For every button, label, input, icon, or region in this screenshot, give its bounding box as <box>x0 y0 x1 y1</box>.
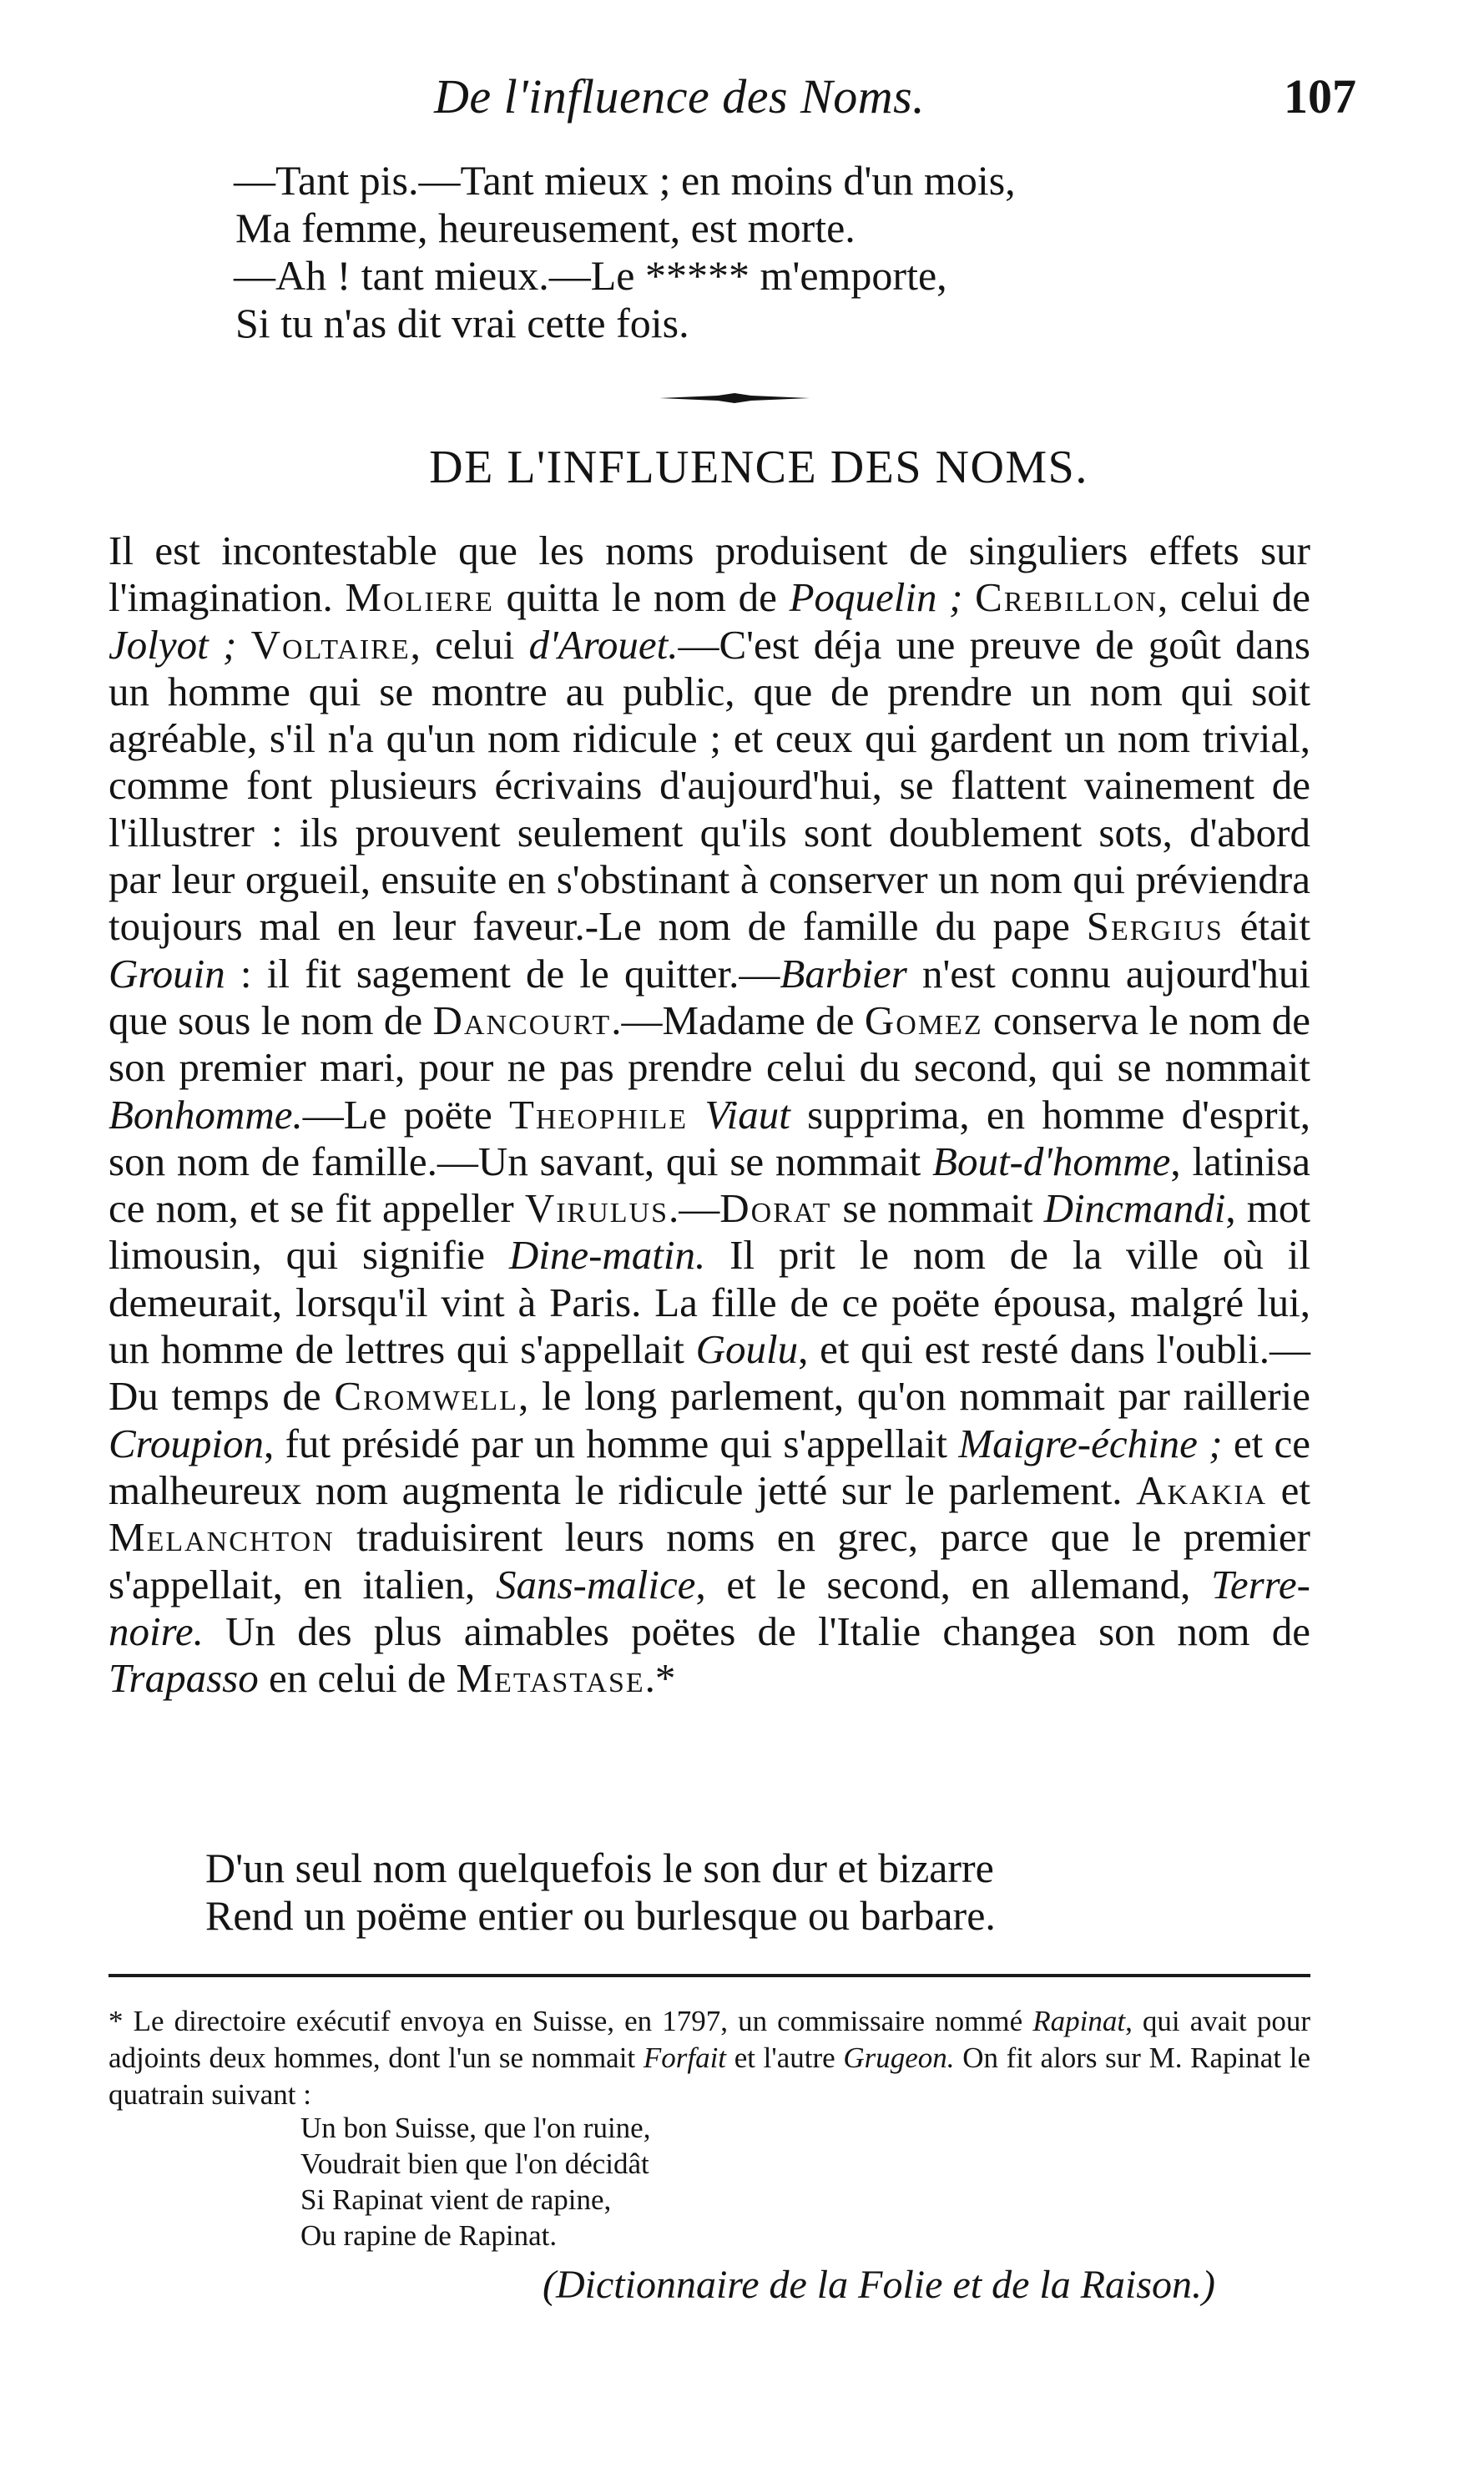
italic-name: Grouin <box>109 950 225 997</box>
italic-name: Terre-noire. <box>109 1561 1310 1654</box>
proper-name: Cromwell <box>334 1373 518 1420</box>
proper-name: Crebillon <box>975 574 1158 621</box>
proper-name: Dancourt <box>432 997 612 1043</box>
text-run <box>962 574 975 620</box>
italic-name: Poquelin ; <box>789 574 963 621</box>
text-run <box>236 622 250 668</box>
text-run: , mot limousin, qui signifie <box>109 1185 1310 1279</box>
divider-ornament <box>659 392 810 404</box>
text-run: et <box>1267 1466 1310 1513</box>
proper-name: Metastase <box>456 1655 645 1702</box>
source-citation: (Dictionnaire de la Folie et de la Raison.) <box>543 2263 1216 2307</box>
text-run: et ce malheureux nom augmenta le ridicule jetté sur le parlement. <box>109 1420 1310 1513</box>
text-run: Il est incontestable que les noms produisent de singuliers effets sur l'imagination. <box>109 527 1310 621</box>
proper-name: Dorat <box>719 1185 832 1232</box>
section-title: DE L'INFLUENCE DES NOMS. <box>429 442 1088 493</box>
text-run: , et le second, en allemand, <box>695 1561 1212 1607</box>
text-run: , qui avait pour adjoints deux hommes, dont l'un se nommait <box>109 2005 1310 2074</box>
quatrain-line: Un bon Suisse, que l'on ruine, <box>300 2112 651 2144</box>
italic-name: Forfait <box>643 2041 727 2074</box>
text-run: .— <box>669 1185 720 1232</box>
italic-name: d'Arouet. <box>528 621 679 668</box>
proper-name: Gomez <box>864 997 983 1043</box>
text-run: On fit alors sur M. Rapinat le quatrain suivant : <box>109 2041 1310 2111</box>
italic-name: Goulu <box>695 1326 799 1373</box>
text-run <box>688 1092 704 1138</box>
running-title: De l'influence des Noms. <box>434 69 926 124</box>
italic-name: Dine-matin. <box>508 1232 706 1279</box>
text-run: —Le poëte <box>302 1091 509 1138</box>
text-run: .—Madame de <box>611 997 865 1043</box>
text-run: Un des plus aimables poëtes de l'Italie changea son nom de <box>203 1607 1310 1654</box>
text-run: , et qui est resté dans l'oubli.—Du temps de <box>109 1326 1310 1420</box>
proper-name: Theophile <box>508 1091 689 1138</box>
italic-name: Croupion <box>109 1420 265 1466</box>
proper-name: Melanchton <box>109 1514 335 1561</box>
text-run: , celui de <box>1157 574 1310 621</box>
italic-name: Rapinat <box>1032 2005 1126 2037</box>
verse-mid <box>205 1845 996 1940</box>
page-number: 107 <box>1284 69 1356 124</box>
text-run: , celui <box>410 621 529 668</box>
text-run: , le long parlement, qu'on nommait par raillerie <box>517 1373 1310 1420</box>
proper-name: Virulus <box>524 1185 669 1232</box>
text-run: et l'autre <box>726 2041 844 2074</box>
italic-name: Trapasso <box>109 1655 259 1702</box>
text-run: , latinisa ce nom, et se fit appeller <box>109 1138 1310 1232</box>
italic-name: Sans-malice <box>495 1561 696 1607</box>
verse-line: Si tu n'as dit vrai cette fois. <box>235 300 689 346</box>
italic-name: Viaut <box>704 1091 790 1138</box>
proper-name: Akakia <box>1136 1466 1268 1513</box>
verse-line: D'un seul nom quelquefois le son dur et bizarre <box>205 1845 994 1891</box>
text-run: quitta le nom de <box>493 574 790 621</box>
text-run: traduisirent leurs noms en grec, parce que le premier s'appellait, en italien, <box>109 1514 1310 1607</box>
quatrain-line: Voudrait bien que l'on décidât <box>300 2147 649 2180</box>
verse-line: —Ah ! tant mieux.—Le ***** m'emporte, <box>234 252 947 299</box>
body-paragraph <box>109 527 1310 1702</box>
proper-name: Moliere <box>345 574 494 621</box>
text-run: se nommait <box>831 1185 1044 1232</box>
text-run: conserva le nom de son premier mari, pour ne pas prendre celui du second, qui se nommait <box>109 997 1310 1091</box>
verse-top <box>234 157 1016 347</box>
page-header <box>0 68 1484 127</box>
footnote-rule <box>109 1974 1310 1977</box>
italic-name: Jolyot ; <box>109 621 237 668</box>
footnote <box>109 2003 1310 2113</box>
text-run: * Le directoire exécutif envoya en Suisse, en 1797, un commissaire nommé <box>109 2005 1033 2037</box>
verse-line: Ma femme, heureusement, est morte. <box>235 204 856 251</box>
proper-name: Voltaire <box>250 621 411 668</box>
text-run: : il fit sagement de le quitter.— <box>225 950 780 997</box>
text-run: supprima, en homme d'esprit, son nom de famille.—Un savant, qui se nommait <box>109 1091 1311 1184</box>
footnote-quatrain <box>300 2110 650 2253</box>
text-run: , fut présidé par un homme qui s'appellait <box>264 1420 959 1466</box>
text-run: était <box>1223 903 1310 950</box>
text-run: en celui de <box>258 1655 457 1702</box>
italic-name: Bout-d'homme <box>932 1138 1171 1184</box>
italic-name: Maigre-échine ; <box>958 1420 1223 1466</box>
italic-name: Dincmandi <box>1043 1185 1226 1232</box>
text-run: Il prit le nom de la ville où il demeurait, lorsqu'il vint à Paris. La fille de ce poëte épousa, malgré lui, un homme de lettres qui s'appellait <box>109 1232 1310 1373</box>
verse-line: —Tant pis.—Tant mieux ; en moins d'un mois, <box>234 157 1016 204</box>
italic-name: Bonhomme. <box>109 1091 303 1138</box>
verse-line: Rend un poëme entier ou burlesque ou barbare. <box>205 1892 996 1939</box>
text-run: —C'est déja une preuve de goût dans un homme qui se montre au public, que de prendre un nom qui soit agréable, s'il n'a qu'un nom ridicule ; et ceux qui gardent un nom trivial, comme font plusieurs écrivains d'aujourd'hui, se flattent vainement de l'illustrer : ils prouvent seulement qu'ils sont doublement sots, d'abord par leur orgueil, ensuite en s'obstinant à conserver un nom qui préviendra toujours mal en leur faveur.-Le nom de famille du pape <box>109 621 1311 950</box>
text-run: n'est connu aujourd'hui que sous le nom de <box>109 950 1310 1043</box>
text-run: .* <box>644 1655 676 1702</box>
italic-name: Grugeon. <box>843 2041 955 2074</box>
proper-name: Sergius <box>1086 903 1224 950</box>
italic-name: Barbier <box>780 950 907 997</box>
quatrain-line: Si Rapinat vient de rapine, <box>300 2183 612 2216</box>
quatrain-line: Ou rapine de Rapinat. <box>300 2219 558 2252</box>
